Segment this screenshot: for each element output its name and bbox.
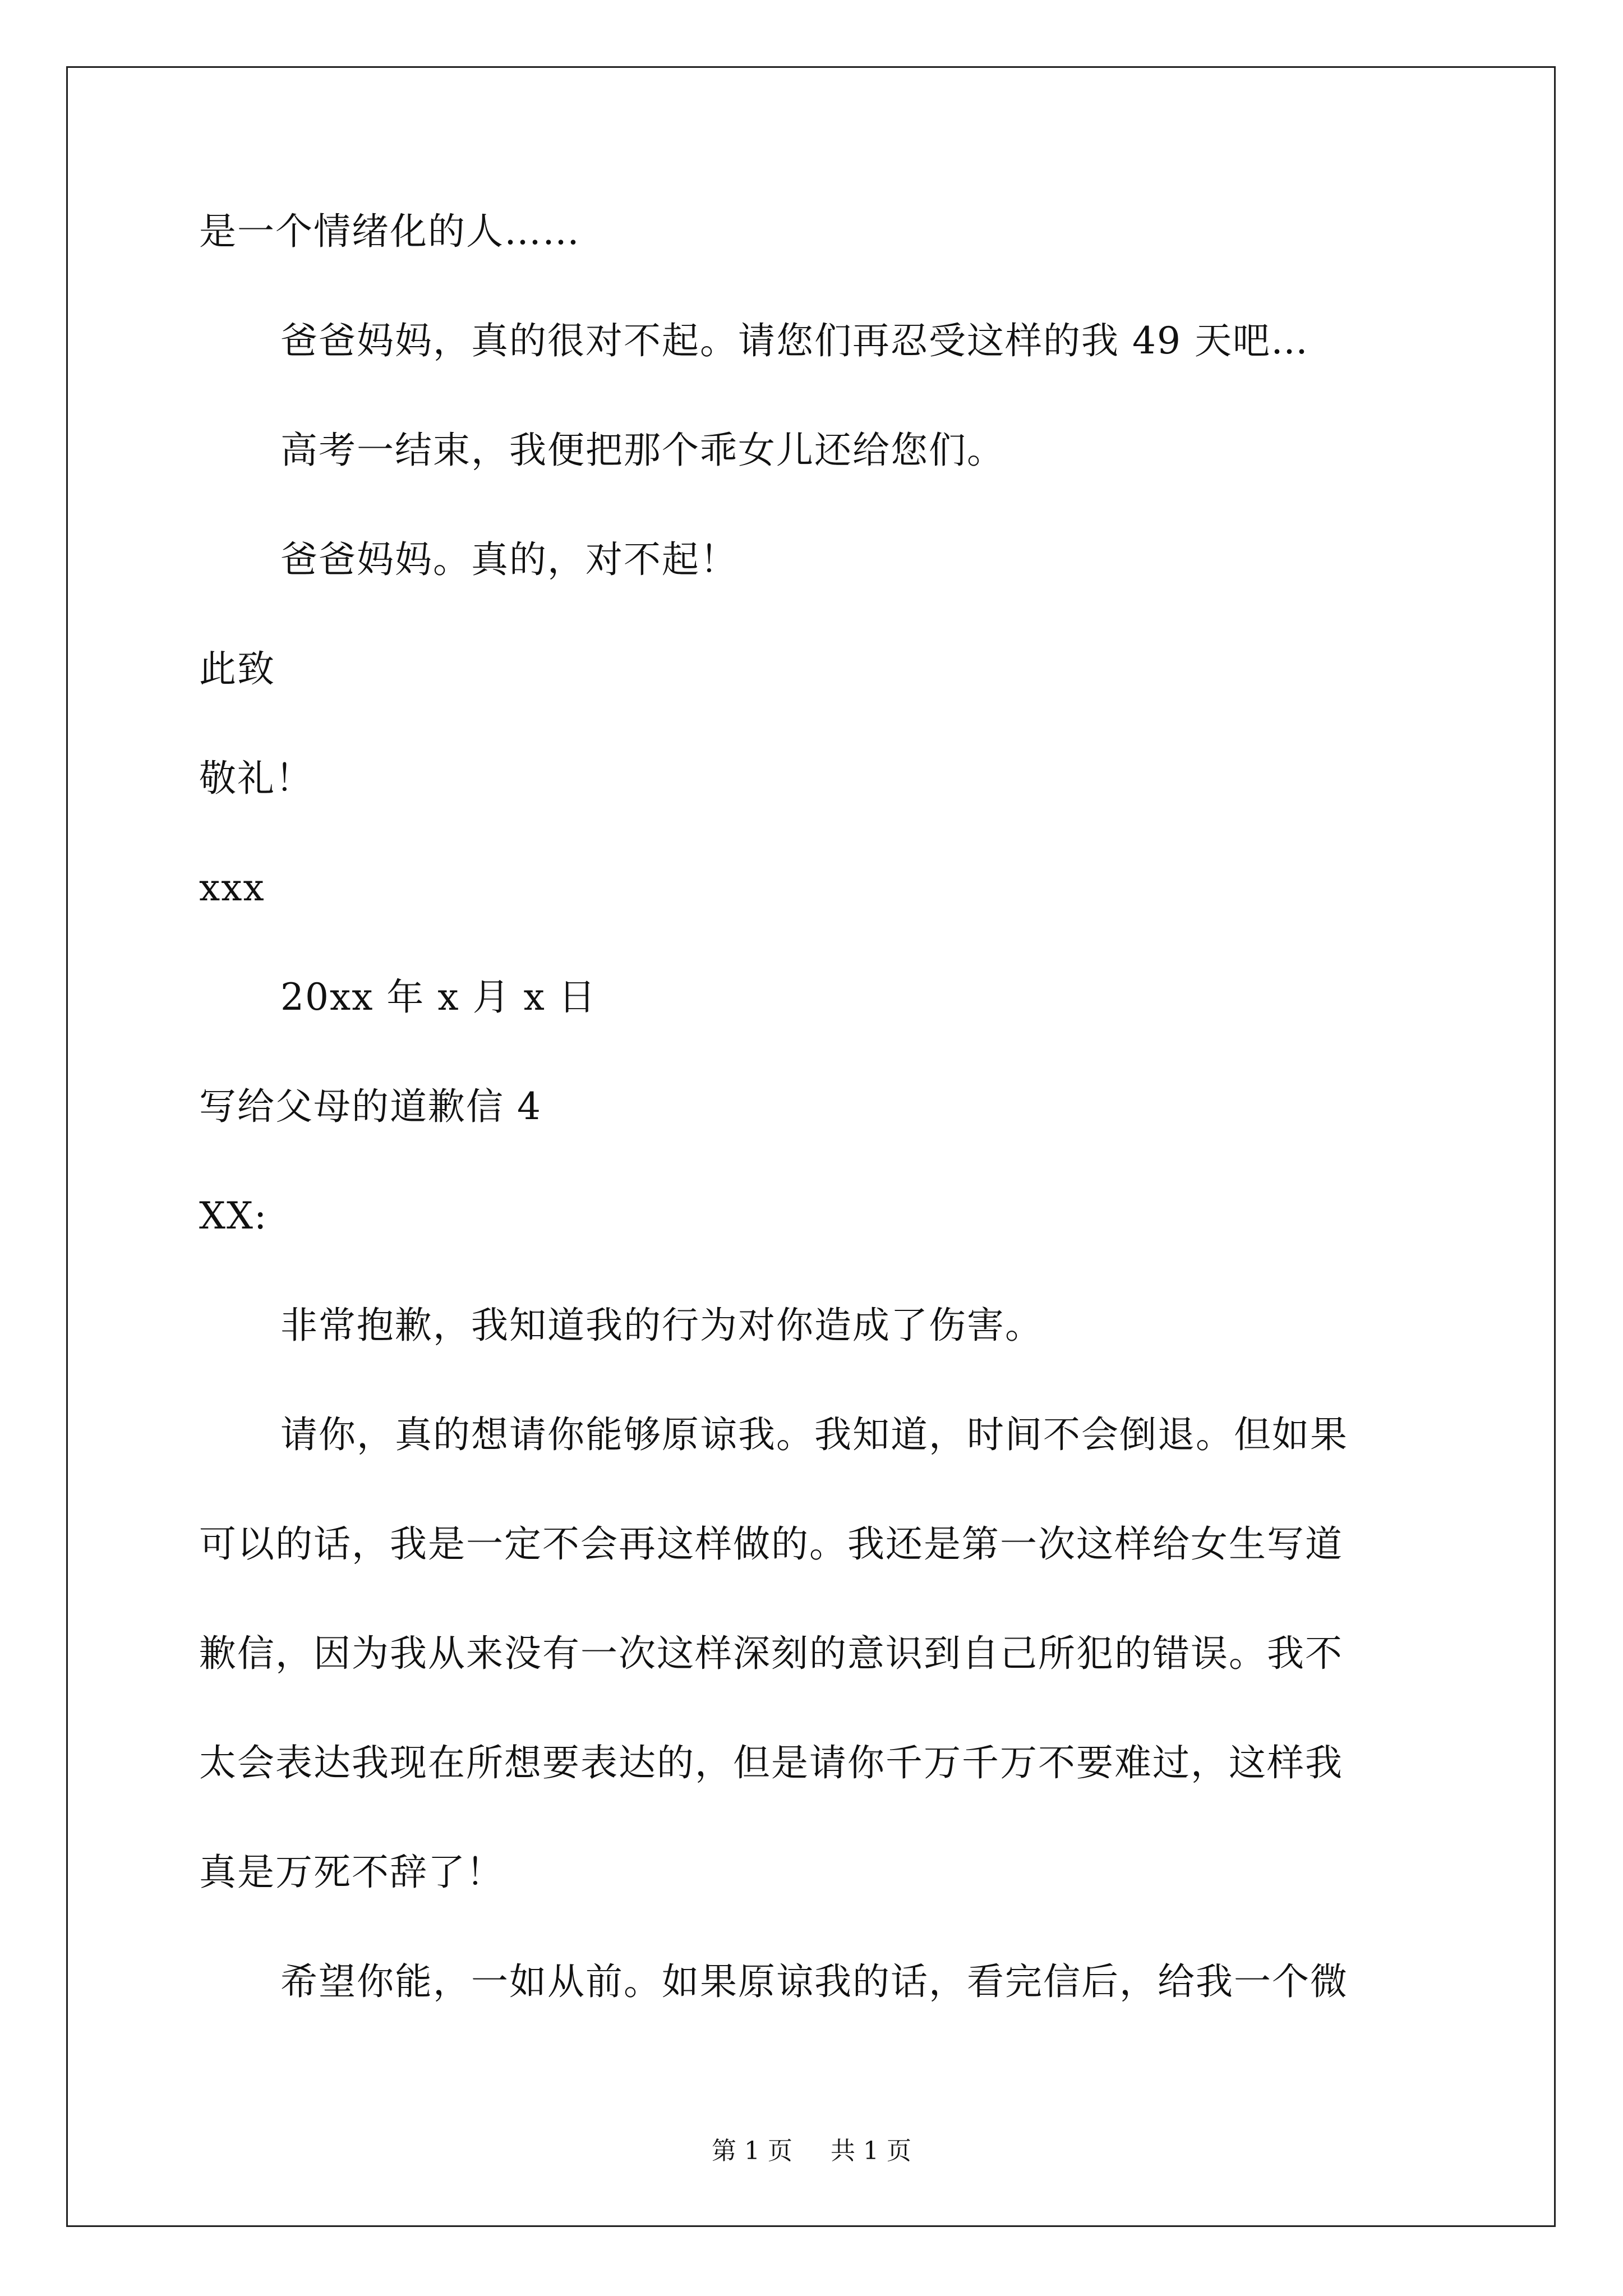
- text-line: 可以的话，我是一定不会再这样做的。我还是第一次这样给女生写道: [199, 1522, 1343, 1566]
- recipient-line: XX:: [199, 1194, 268, 1237]
- text-line: 太会表达我现在所想要表达的，但是请你千万千万不要难过，这样我: [199, 1741, 1343, 1784]
- text-line: 真是万死不辞了！: [199, 1851, 504, 1894]
- text-line: 爸爸妈妈，真的很对不起。请您们再忍受这样的我 49 天吧…: [280, 319, 1309, 362]
- text-line: 请你，真的想请你能够原谅我。我知道，时间不会倒退。但如果: [280, 1413, 1348, 1456]
- text-line: 爸爸妈妈。真的，对不起！: [280, 538, 738, 581]
- closing-salutation: 此致: [199, 647, 275, 691]
- page-footer: [0, 2134, 1623, 2168]
- text-line: 高考一结束，我便把那个乖女儿还给您们。: [280, 429, 1005, 472]
- text-line: 非常抱歉，我知道我的行为对你造成了伤害。: [280, 1304, 1043, 1347]
- signature: xxx: [199, 866, 265, 909]
- page-number: 第 1 页: [712, 2137, 792, 2165]
- text-line: 希望你能，一如从前。如果原谅我的话，看完信后，给我一个微: [280, 1960, 1348, 2003]
- section-heading: 写给父母的道歉信 4: [199, 1085, 542, 1128]
- text-line: 是一个情绪化的人……: [199, 210, 580, 253]
- closing-regards: 敬礼！: [199, 757, 313, 800]
- page-total: 共 1 页: [831, 2137, 911, 2165]
- letter-body: [199, 205, 1433, 2064]
- text-line: 歉信，因为我从来没有一次这样深刻的意识到自己所犯的错误。我不: [199, 1632, 1343, 1675]
- date-line: 20xx 年 x 月 x 日: [280, 976, 597, 1019]
